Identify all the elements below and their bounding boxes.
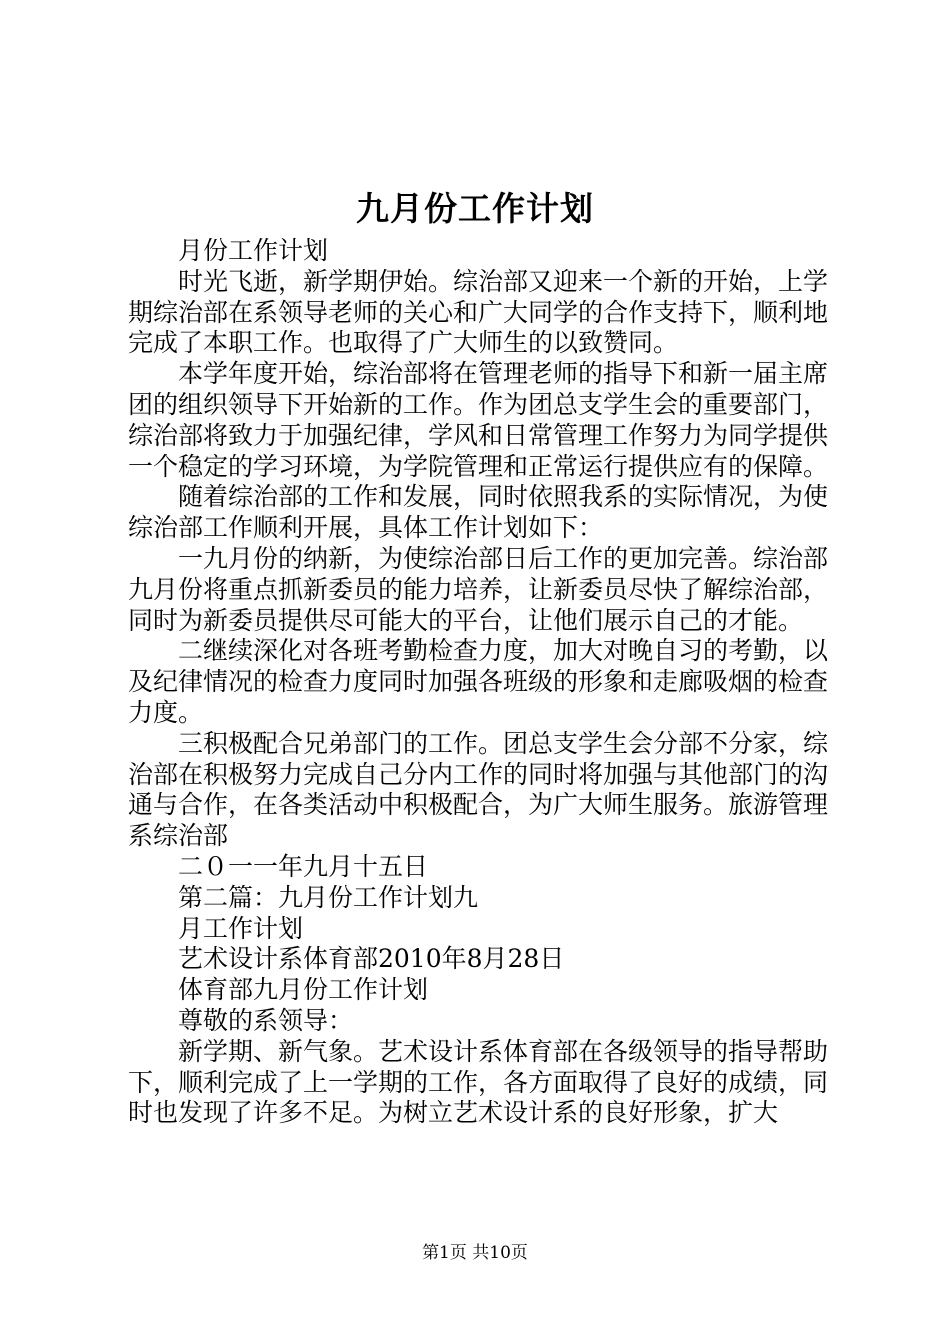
paragraph: 月份工作计划 (178, 236, 329, 265)
paragraph: 尊敬的系领导： (178, 1005, 354, 1035)
paragraph: 第二篇：九月份工作计划九 (178, 882, 479, 912)
paragraph: 新学期、新气象。艺术设计系体育部在各级领导的指导帮助下，顺利完成了上一学期的工作，各方面取得了良好的成绩，同时也发现了许多不足。为树立艺术设计系的良好形象，扩大 (128, 1036, 829, 1128)
document-body (128, 236, 828, 1129)
paragraph: 本学年度开始，综治部将在管理老师的指导下和新一届主席团的组织领导下开始新的工作。作为团总支学生会的重要部门，综治部将致力于加强纪律，学风和日常管理工作努力为同学提供一个稳定的学习环境，为学院管理和正常运行提供应有的保障。 (128, 359, 829, 481)
paragraph: 二继续深化对各班考勤检查力度，加大对晚自习的考勤，以及纪律情况的检查力度同时加强各班级的形象和走廊吸烟的检查力度。 (128, 636, 829, 727)
paragraph: 三积极配合兄弟部门的工作。团总支学生会分部不分家，综治部在积极努力完成自己分内工作的同时将加强与其他部门的沟通与合作，在各类活动中积极配合，为广大师生服务。旅游管理系综治部 (128, 728, 829, 851)
paragraph: 随着综治部的工作和发展，同时依照我系的实际情况，为使综治部工作顺利开展，具体工作计划如下： (128, 482, 829, 543)
paragraph: 月工作计划 (178, 913, 304, 943)
document-title: 九月份工作计划 (356, 189, 594, 228)
paragraph: 时光飞逝，新学期伊始。综治部又迎来一个新的开始，上学期综治部在系领导老师的关心和广大同学的合作支持下，顺利地完成了本职工作。也取得了广大师生的以致赞同。 (128, 266, 829, 358)
paragraph: 体育部九月份工作计划 (178, 975, 429, 1005)
paragraph: 艺术设计系体育部2010年8月28日 (178, 944, 565, 974)
paragraph: 二０一一年九月十五日 (178, 851, 429, 881)
page-number-footer: 第1页 共10页 (422, 1243, 528, 1263)
paragraph: 一九月份的纳新，为使综治部日后工作的更加完善。综治部九月份将重点抓新委员的能力培养，让新委员尽快了解综治部，同时为新委员提供尽可能大的平台，让他们展示自己的才能。 (128, 543, 829, 635)
